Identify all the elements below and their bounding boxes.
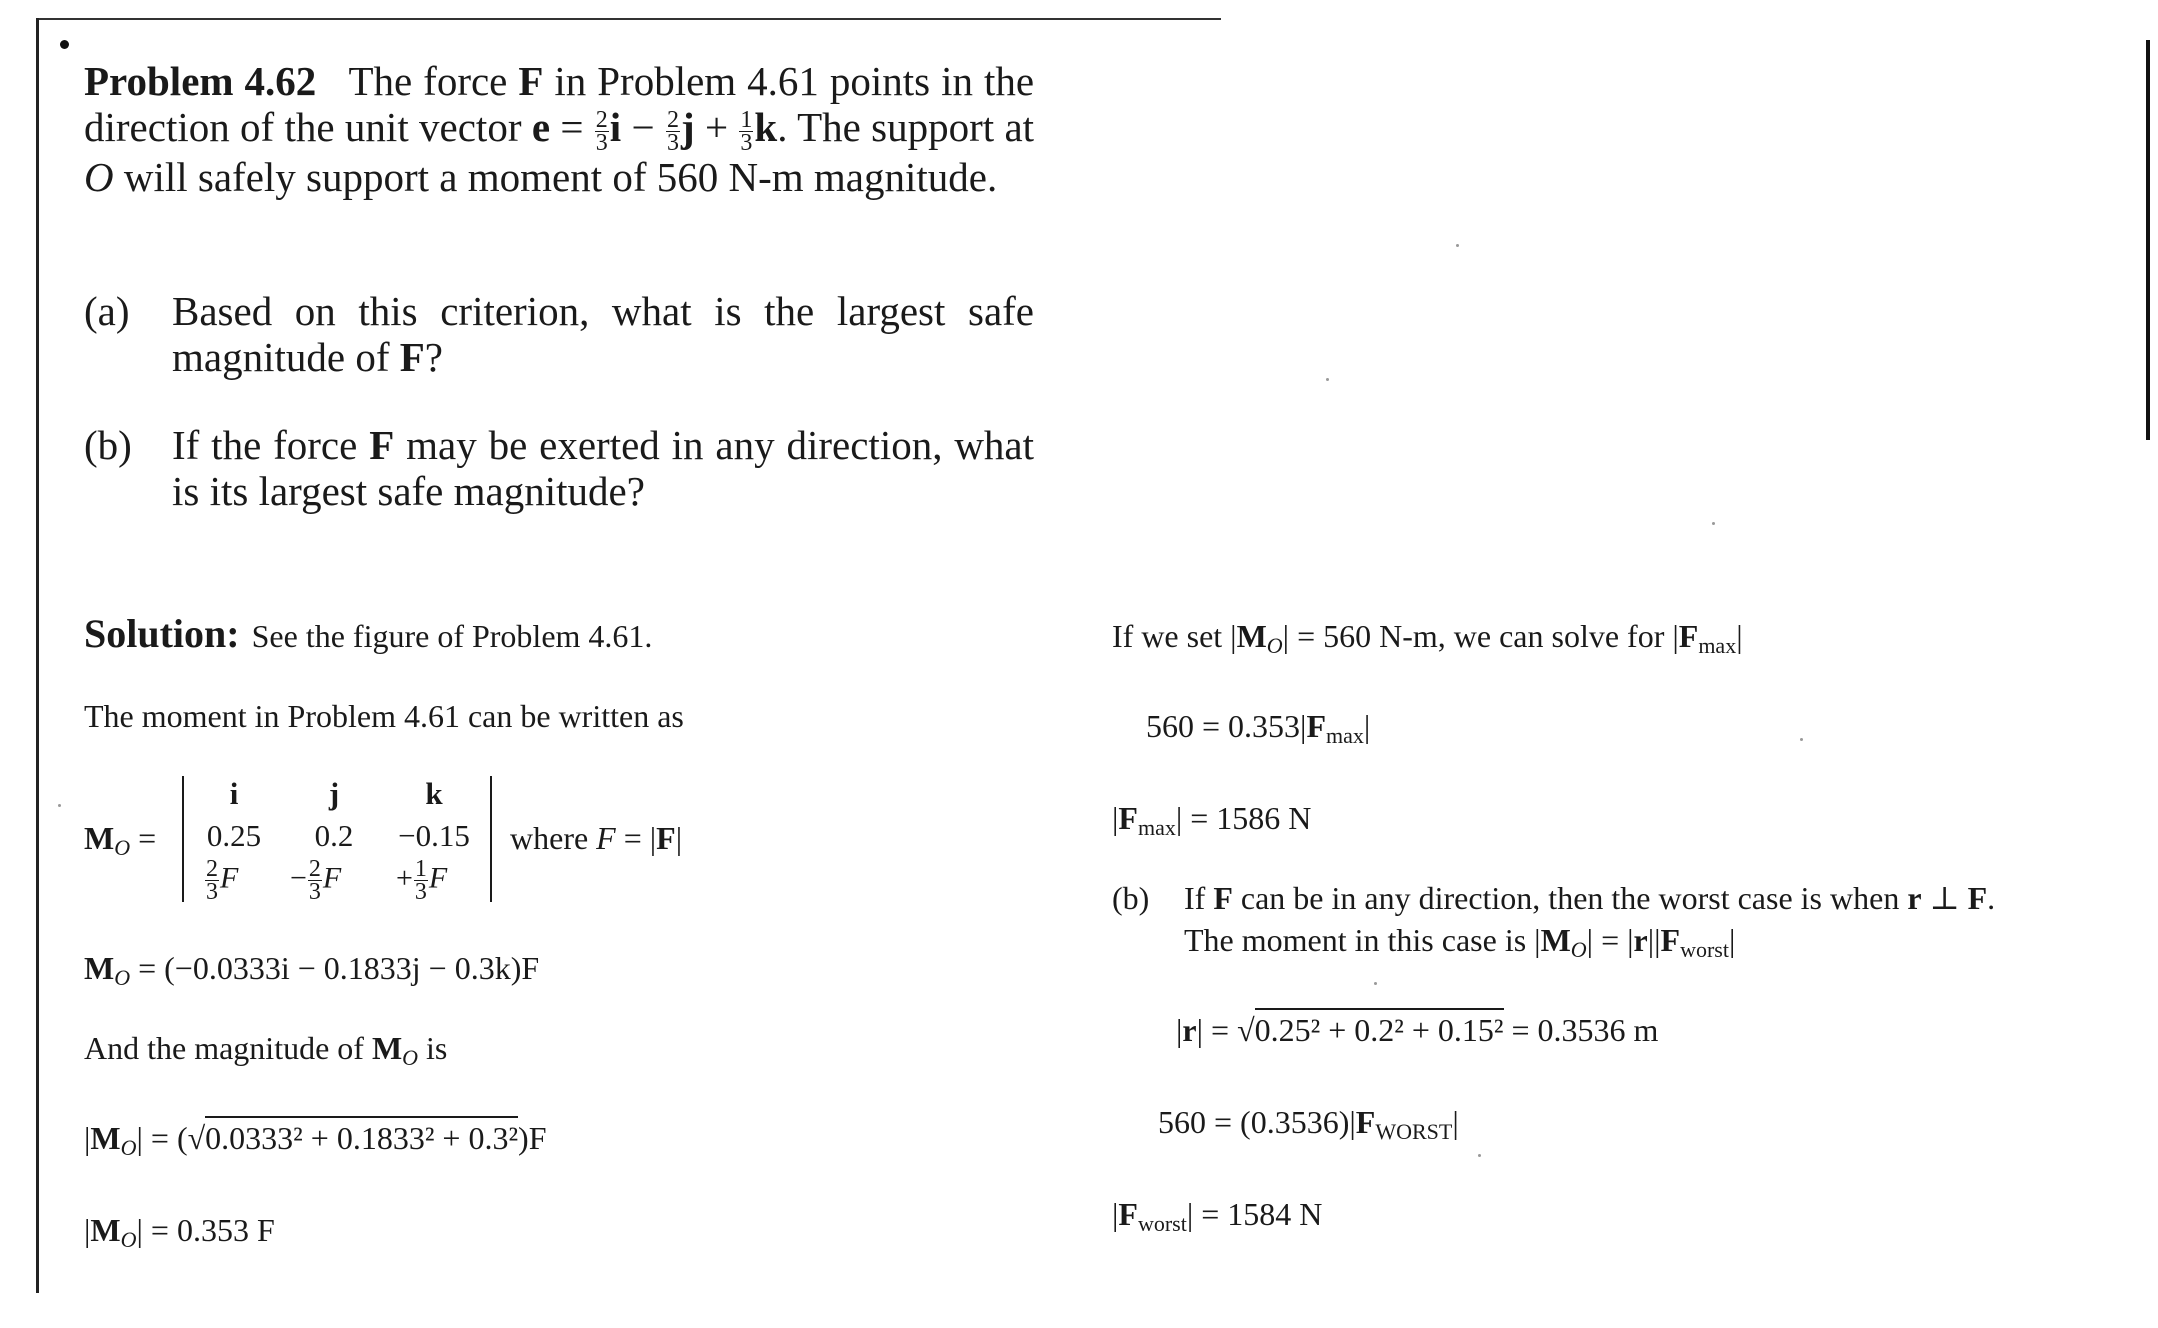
part-b-label: (b) [1112, 880, 1150, 916]
part-b-line2: The moment in this case is $|M_O| = |r||F_{worst}|$ [1184, 922, 1736, 962]
bullet-dot [60, 40, 69, 49]
part-b-line1: If F can be in any direction, then the worst case is when r ⊥ F. [1184, 880, 1996, 916]
mo-label: $M_O$ = [84, 820, 157, 860]
fmax-result: $|F_{max}| = 1586$ N [1112, 800, 1312, 840]
solution-header: Solution: See the figure of Problem 4.61. [84, 611, 653, 656]
fraction: $\frac{1}{3}$ [740, 107, 753, 157]
where-clause: where F = |F| [510, 820, 683, 856]
scan-speck [1374, 982, 1377, 985]
scan-speck [1456, 244, 1459, 247]
eq-worst: $560 = (0.3536)|F_{WORST}|$ [1158, 1104, 1459, 1144]
page-border-top [36, 18, 1221, 20]
problem-statement: Problem 4.62 The force F in Problem 4.61 points in the direction of the unit vector e = $\frac{2}{3}$ i − $\frac{2}{3}$ j + $\frac{1}{3}$ k. The support at O will safely support a moment of 560 N-m magnitude. [84, 58, 1035, 201]
fworst-result: $|F_{worst}| = 1584$ N [1112, 1196, 1323, 1236]
moment-intro: The moment in Problem 4.61 can be written as [84, 698, 684, 734]
mo-vector-result: $M_O = (-0.0333i - 0.1833j - 0.3k)F$ [84, 950, 540, 990]
scan-speck [1326, 378, 1329, 381]
fraction: $\frac{2}{3}$ [595, 107, 608, 157]
part-b: (b) If the force F may be exerted in any direction, what is its largest safe magnitude? [84, 422, 1035, 514]
magnitude-intro: And the magnitude of $M_O$ is [84, 1030, 448, 1070]
fraction: $\frac{2}{3}$ [666, 107, 679, 157]
page-border-right [2146, 40, 2150, 440]
page-border-left [36, 18, 39, 1293]
magnitude-expression: $|M_O| = (√0.0333^2 + 0.1833^2 + 0.3^2)F$ [84, 1118, 547, 1168]
scan-speck [1712, 522, 1715, 525]
eq-560: $560 = 0.353|F_{max}|$ [1146, 708, 1371, 748]
problem-number: Problem 4.62 [84, 58, 317, 104]
set-moment-line: If we set $|M_O| = 560$ N-m, we can solve for $|F_{max}|$ [1112, 618, 1743, 658]
problem-parts [84, 288, 1034, 556]
scan-speck [1478, 1154, 1481, 1157]
magnitude-result: $|M_O| = 0.353$ F [84, 1212, 275, 1252]
r-magnitude: |r| = √0.25² + 0.2² + 0.15² = 0.3536 m [1176, 1010, 1658, 1050]
determinant-matrix: i j k 0.25 0.2 −0.15 $\frac{2}{3}$ F − $\frac{2}{3}$ F + $\frac{1}{3}$ F [182, 776, 492, 902]
scan-speck [58, 804, 61, 807]
part-a: (a) Based on this criterion, what is the largest safe magnitude of F? [84, 288, 1034, 380]
scan-speck [1800, 738, 1803, 741]
